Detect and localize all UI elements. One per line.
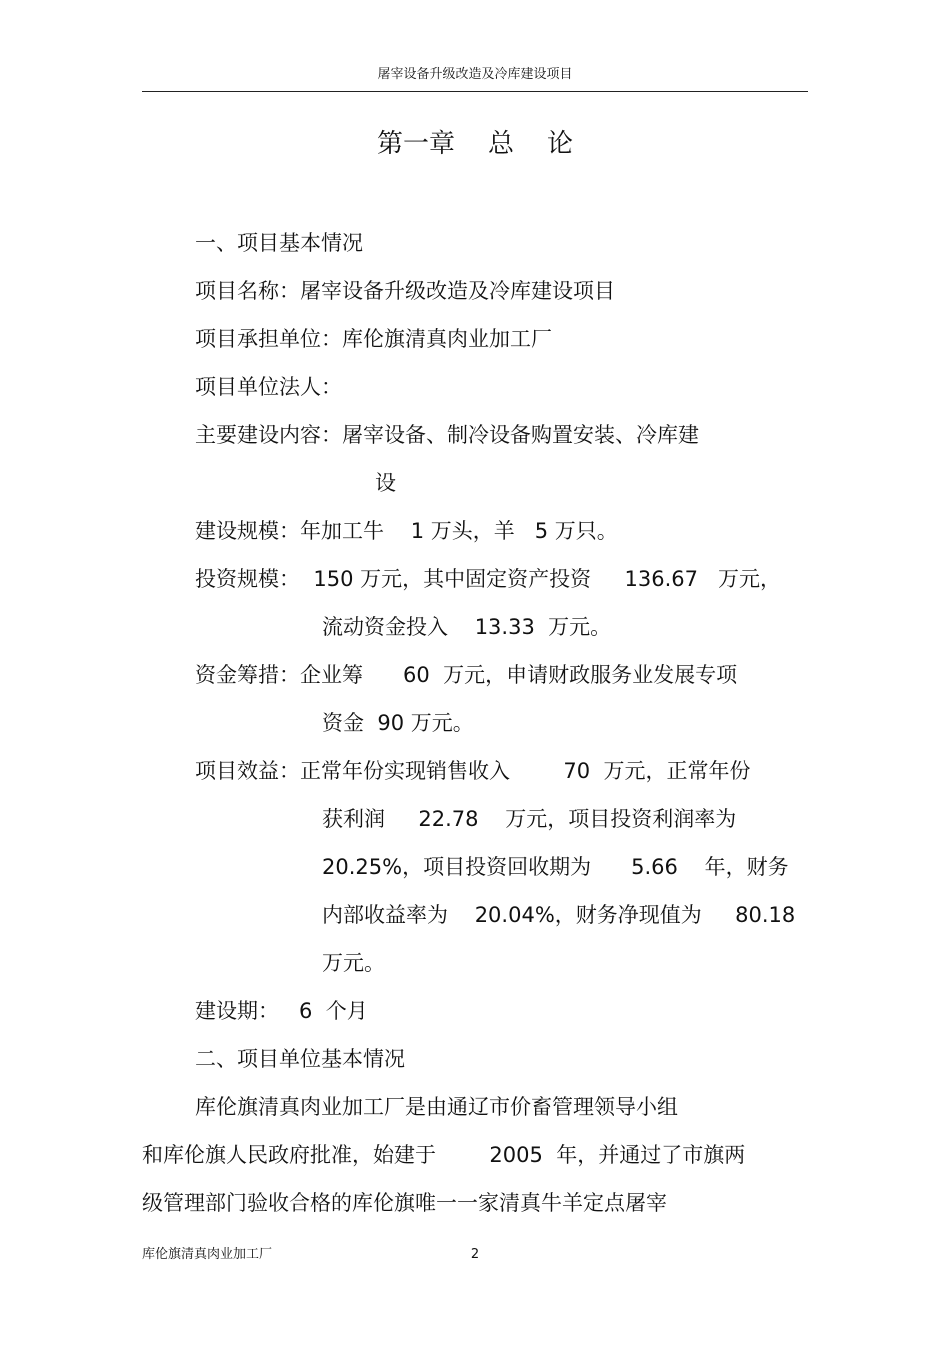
construction-content-line-1: 主要建设内容：屠宰设备、制冷设备购置安装、冷库建 <box>195 423 699 447</box>
unit-info-paragraph-line-2: 和库伦旗人民政府批准，始建于 2005 年，并通过了市旗两 <box>142 1143 746 1167</box>
construction-content-line-2: 设 <box>375 471 396 495</box>
project-benefit-line-3: 20.25%，项目投资回收期为 5.66 年，财务 <box>322 855 789 879</box>
header-divider <box>142 91 808 92</box>
project-benefit-line-1: 项目效益：正常年份实现销售收入 70 万元，正常年份 <box>195 759 751 783</box>
project-name-line: 项目名称：屠宰设备升级改造及冷库建设项目 <box>195 279 615 303</box>
unit-info-paragraph-line-1: 库伦旗清真肉业加工厂是由通辽市价畜管理领导小组 <box>195 1095 678 1119</box>
unit-info-paragraph-line-3: 级管理部门验收合格的库伦旗唯一一家清真牛羊定点屠宰 <box>142 1191 667 1215</box>
project-benefit-line-2: 获利润 22.78 万元，项目投资利润率为 <box>322 807 737 831</box>
section-heading-unit-info: 二、项目单位基本情况 <box>195 1047 405 1071</box>
footer-organization: 库伦旗清真肉业加工厂 <box>142 1247 273 1262</box>
investment-scale-line-2: 流动资金投入 13.33 万元。 <box>322 615 612 639</box>
funding-line-2: 资金 90 万元。 <box>322 711 474 735</box>
legal-person-line: 项目单位法人： <box>195 375 342 399</box>
project-benefit-line-4: 内部收益率为 20.04%，财务净现值为 80.18 <box>322 903 796 927</box>
construction-period-line: 建设期： 6 个月 <box>195 999 368 1023</box>
construction-scale-line: 建设规模：年加工牛 1 万头，羊 5 万只。 <box>195 519 618 543</box>
project-benefit-line-5: 万元。 <box>322 951 385 975</box>
page-number: 2 <box>470 1247 480 1262</box>
investment-scale-line-1: 投资规模： 150 万元，其中固定资产投资 136.67 万元， <box>195 567 781 591</box>
undertaker-line: 项目承担单位：库伦旗清真肉业加工厂 <box>195 327 552 351</box>
section-heading-basic-info: 一、项目基本情况 <box>195 231 363 255</box>
chapter-title: 第一章 总 论 <box>376 129 574 159</box>
running-header: 屠宰设备升级改造及冷库建设项目 <box>377 67 573 82</box>
funding-line-1: 资金筹措：企业筹 60 万元，申请财政服务业发展专项 <box>195 663 738 687</box>
